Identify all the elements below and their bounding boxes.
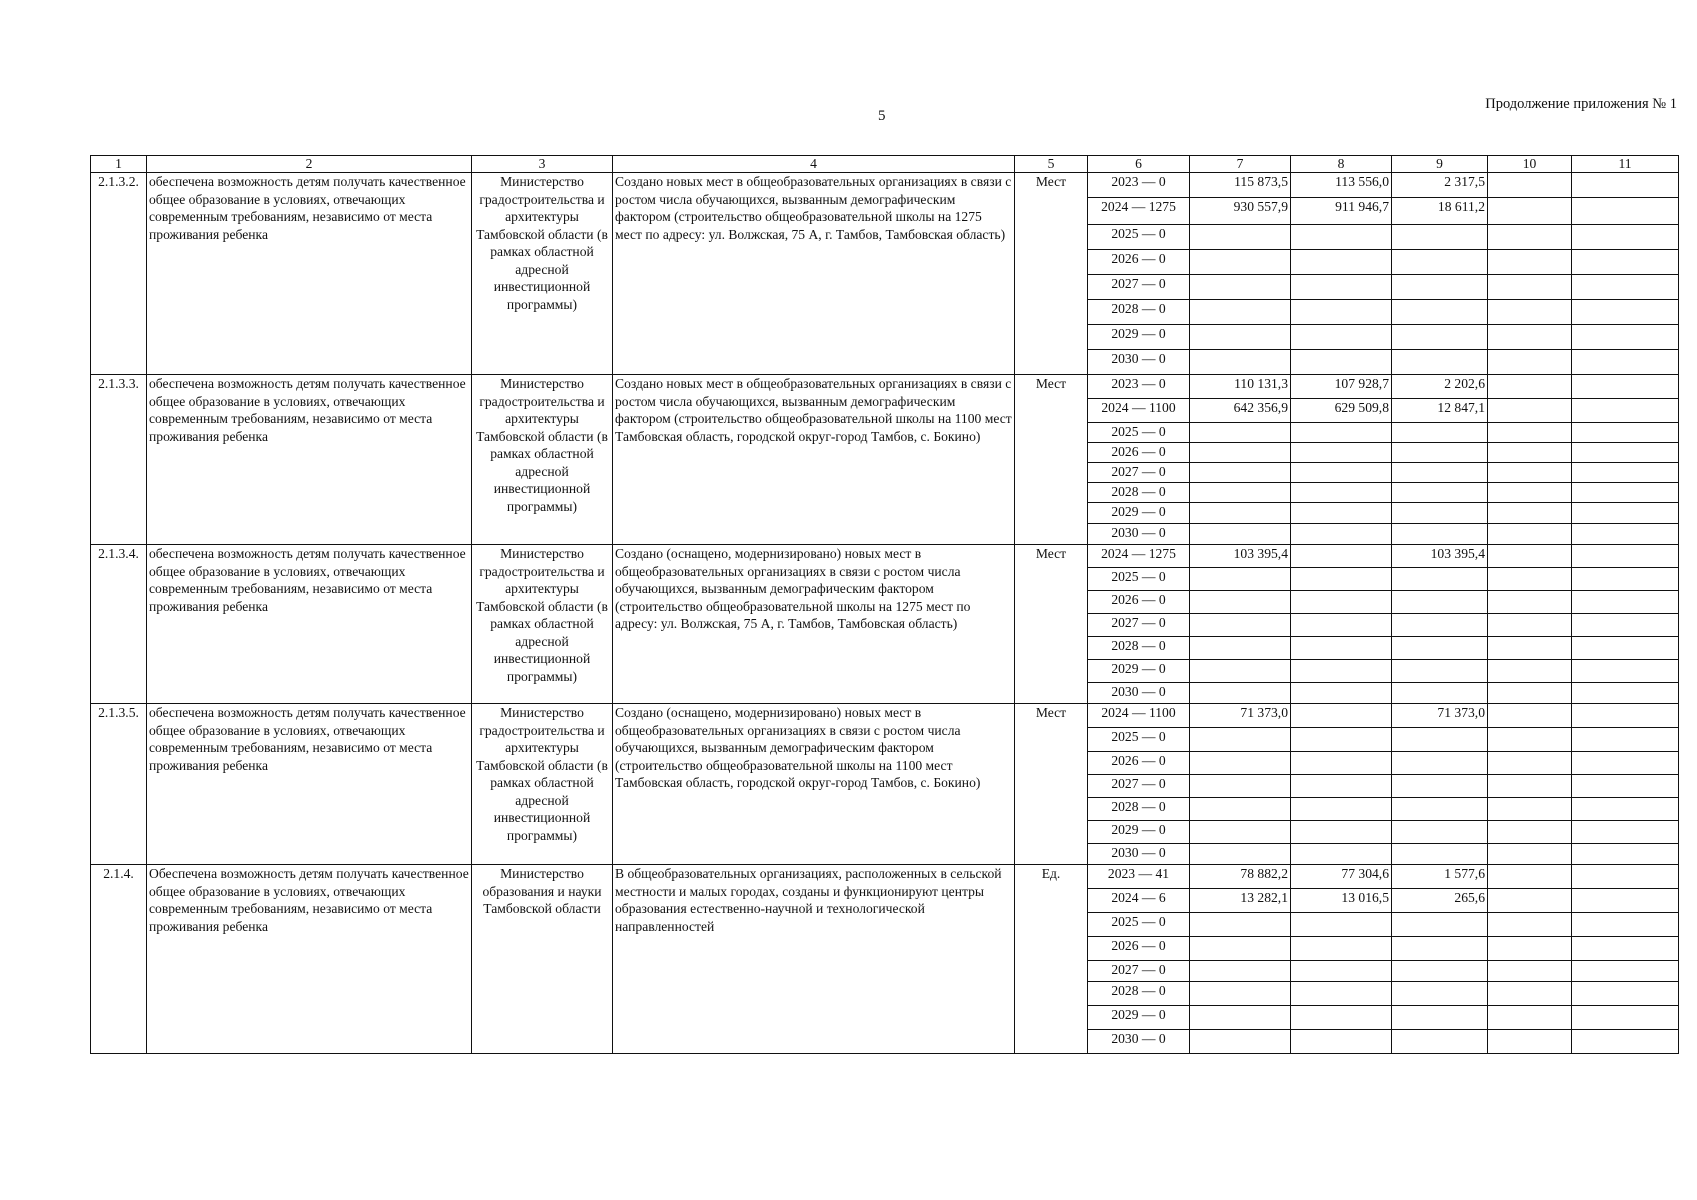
federal-funding <box>1291 423 1392 443</box>
responsible-body: Министерство образования и науки Тамбовской области <box>472 865 613 1054</box>
federal-funding <box>1291 325 1392 350</box>
year-value: 2026 — 0 <box>1088 937 1190 961</box>
regional-funding: 103 395,4 <box>1392 545 1488 568</box>
total-funding <box>1190 350 1291 375</box>
column-11-value <box>1572 798 1679 821</box>
federal-funding <box>1291 443 1392 463</box>
column-10-value <box>1488 225 1572 250</box>
total-funding: 930 557,9 <box>1190 198 1291 225</box>
column-10-value <box>1488 982 1572 1006</box>
total-funding <box>1190 568 1291 591</box>
column-11-value <box>1572 982 1679 1006</box>
regional-funding <box>1392 775 1488 798</box>
column-header: 2 <box>147 156 472 173</box>
total-funding <box>1190 463 1291 483</box>
year-value: 2026 — 0 <box>1088 443 1190 463</box>
column-11-value <box>1572 913 1679 937</box>
federal-funding <box>1291 1030 1392 1054</box>
unit-of-measure: Мест <box>1015 545 1088 704</box>
federal-funding <box>1291 844 1392 865</box>
column-10-value <box>1488 660 1572 683</box>
total-funding <box>1190 683 1291 704</box>
column-header: 3 <box>472 156 613 173</box>
regional-funding <box>1392 483 1488 503</box>
regional-funding <box>1392 844 1488 865</box>
federal-funding <box>1291 614 1392 637</box>
column-11-value <box>1572 545 1679 568</box>
column-header: 7 <box>1190 156 1291 173</box>
column-11-value <box>1572 704 1679 728</box>
federal-funding <box>1291 300 1392 325</box>
total-funding <box>1190 798 1291 821</box>
column-11-value <box>1572 660 1679 683</box>
year-value: 2023 — 0 <box>1088 375 1190 399</box>
federal-funding <box>1291 937 1392 961</box>
column-11-value <box>1572 591 1679 614</box>
unit-of-measure: Мест <box>1015 704 1088 865</box>
responsible-body: Министерство градостроительства и архитектуры Тамбовской области (в рамках областной адресной инвестиционной программы) <box>472 173 613 375</box>
regional-funding <box>1392 350 1488 375</box>
total-funding <box>1190 913 1291 937</box>
expected-result: обеспечена возможность детям получать качественное общее образование в условиях, отвечающих современным требованиям, независимо от места проживания ребенка <box>147 173 472 375</box>
column-11-value <box>1572 173 1679 198</box>
column-11-value <box>1572 275 1679 300</box>
column-10-value <box>1488 752 1572 775</box>
federal-funding <box>1291 637 1392 660</box>
year-value: 2024 — 1100 <box>1088 704 1190 728</box>
year-value: 2028 — 0 <box>1088 982 1190 1006</box>
table-row <box>91 704 1679 728</box>
regional-funding: 12 847,1 <box>1392 399 1488 423</box>
regional-funding <box>1392 250 1488 275</box>
column-header: 9 <box>1392 156 1488 173</box>
column-header: 5 <box>1015 156 1088 173</box>
indicator-text: Создано новых мест в общеобразовательных организациях в связи с ростом числа обучающихся, вызванным демографическим фактором (строительство общеобразовательной школы на 1275 мест по адресу: ул. Волжская, 75 А, г. Тамбов, Тамбовская область) <box>613 173 1015 375</box>
total-funding: 13 282,1 <box>1190 889 1291 913</box>
column-10-value <box>1488 865 1572 889</box>
total-funding <box>1190 821 1291 844</box>
column-10-value <box>1488 198 1572 225</box>
column-header: 8 <box>1291 156 1392 173</box>
year-value: 2030 — 0 <box>1088 524 1190 545</box>
regional-funding: 2 317,5 <box>1392 173 1488 198</box>
total-funding <box>1190 1030 1291 1054</box>
column-10-value <box>1488 503 1572 524</box>
year-value: 2027 — 0 <box>1088 275 1190 300</box>
year-value: 2030 — 0 <box>1088 844 1190 865</box>
column-11-value <box>1572 683 1679 704</box>
total-funding <box>1190 325 1291 350</box>
year-value: 2024 — 1275 <box>1088 198 1190 225</box>
total-funding: 115 873,5 <box>1190 173 1291 198</box>
column-10-value <box>1488 325 1572 350</box>
regional-funding <box>1392 325 1488 350</box>
column-11-value <box>1572 614 1679 637</box>
total-funding: 71 373,0 <box>1190 704 1291 728</box>
total-funding <box>1190 844 1291 865</box>
column-header: 11 <box>1572 156 1679 173</box>
column-10-value <box>1488 844 1572 865</box>
column-11-value <box>1572 775 1679 798</box>
item-code: 2.1.3.5. <box>91 704 147 865</box>
column-10-value <box>1488 399 1572 423</box>
regional-funding <box>1392 982 1488 1006</box>
column-header: 4 <box>613 156 1015 173</box>
column-10-value <box>1488 614 1572 637</box>
total-funding <box>1190 982 1291 1006</box>
year-value: 2030 — 0 <box>1088 1030 1190 1054</box>
column-11-value <box>1572 1006 1679 1030</box>
federal-funding <box>1291 913 1392 937</box>
header-row <box>91 156 1679 173</box>
regional-funding <box>1392 300 1488 325</box>
indicator-text: В общеобразовательных организациях, расположенных в сельской местности и малых городах, созданы и функционируют центры образования естественно-научной и технологической направленностей <box>613 865 1015 1054</box>
regional-funding <box>1392 821 1488 844</box>
total-funding <box>1190 300 1291 325</box>
column-10-value <box>1488 545 1572 568</box>
year-value: 2027 — 0 <box>1088 775 1190 798</box>
column-header: 10 <box>1488 156 1572 173</box>
column-10-value <box>1488 637 1572 660</box>
total-funding <box>1190 614 1291 637</box>
unit-of-measure: Мест <box>1015 375 1088 545</box>
expected-result: обеспечена возможность детям получать качественное общее образование в условиях, отвечающих современным требованиям, независимо от места проживания ребенка <box>147 704 472 865</box>
column-10-value <box>1488 350 1572 375</box>
total-funding <box>1190 660 1291 683</box>
column-10-value <box>1488 568 1572 591</box>
year-value: 2024 — 6 <box>1088 889 1190 913</box>
total-funding: 642 356,9 <box>1190 399 1291 423</box>
column-11-value <box>1572 728 1679 752</box>
regional-funding <box>1392 614 1488 637</box>
regional-funding <box>1392 1030 1488 1054</box>
regional-funding <box>1392 637 1488 660</box>
federal-funding <box>1291 683 1392 704</box>
column-11-value <box>1572 463 1679 483</box>
federal-funding <box>1291 660 1392 683</box>
total-funding <box>1190 728 1291 752</box>
year-value: 2029 — 0 <box>1088 660 1190 683</box>
column-11-value <box>1572 637 1679 660</box>
total-funding <box>1190 483 1291 503</box>
column-10-value <box>1488 423 1572 443</box>
column-11-value <box>1572 937 1679 961</box>
column-10-value <box>1488 300 1572 325</box>
unit-of-measure: Ед. <box>1015 865 1088 1054</box>
regional-funding <box>1392 683 1488 704</box>
indicator-text: Создано (оснащено, модернизировано) новых мест в общеобразовательных организациях в связи с ростом числа обучающихся, вызванным демографическим фактором (строительство общеобразовательной школы на 1100 мест Тамбовская область, городской округ-город Тамбов, с. Бокино) <box>613 704 1015 865</box>
appendix-table <box>90 155 1679 1054</box>
column-10-value <box>1488 275 1572 300</box>
year-value: 2025 — 0 <box>1088 423 1190 443</box>
column-10-value <box>1488 728 1572 752</box>
column-11-value <box>1572 325 1679 350</box>
column-10-value <box>1488 704 1572 728</box>
column-11-value <box>1572 752 1679 775</box>
federal-funding <box>1291 982 1392 1006</box>
year-value: 2026 — 0 <box>1088 591 1190 614</box>
item-code: 2.1.3.2. <box>91 173 147 375</box>
total-funding <box>1190 275 1291 300</box>
column-10-value <box>1488 250 1572 275</box>
federal-funding <box>1291 961 1392 982</box>
year-value: 2029 — 0 <box>1088 1006 1190 1030</box>
regional-funding: 71 373,0 <box>1392 704 1488 728</box>
federal-funding: 77 304,6 <box>1291 865 1392 889</box>
regional-funding: 265,6 <box>1392 889 1488 913</box>
federal-funding: 113 556,0 <box>1291 173 1392 198</box>
federal-funding <box>1291 483 1392 503</box>
column-11-value <box>1572 524 1679 545</box>
federal-funding <box>1291 463 1392 483</box>
year-value: 2029 — 0 <box>1088 821 1190 844</box>
column-11-value <box>1572 250 1679 275</box>
regional-funding <box>1392 568 1488 591</box>
column-11-value <box>1572 889 1679 913</box>
column-11-value <box>1572 503 1679 524</box>
table-row <box>91 173 1679 198</box>
total-funding <box>1190 637 1291 660</box>
table-row <box>91 545 1679 568</box>
column-11-value <box>1572 198 1679 225</box>
year-value: 2030 — 0 <box>1088 683 1190 704</box>
column-11-value <box>1572 375 1679 399</box>
column-10-value <box>1488 375 1572 399</box>
year-value: 2029 — 0 <box>1088 503 1190 524</box>
column-10-value <box>1488 1030 1572 1054</box>
column-10-value <box>1488 463 1572 483</box>
column-11-value <box>1572 350 1679 375</box>
total-funding <box>1190 423 1291 443</box>
federal-funding: 629 509,8 <box>1291 399 1392 423</box>
year-value: 2030 — 0 <box>1088 350 1190 375</box>
total-funding <box>1190 443 1291 463</box>
total-funding <box>1190 250 1291 275</box>
federal-funding <box>1291 524 1392 545</box>
column-10-value <box>1488 524 1572 545</box>
total-funding <box>1190 591 1291 614</box>
year-value: 2025 — 0 <box>1088 225 1190 250</box>
column-11-value <box>1572 399 1679 423</box>
table-row <box>91 865 1679 889</box>
item-code: 2.1.3.4. <box>91 545 147 704</box>
regional-funding <box>1392 1006 1488 1030</box>
responsible-body: Министерство градостроительства и архитектуры Тамбовской области (в рамках областной адресной инвестиционной программы) <box>472 375 613 545</box>
federal-funding <box>1291 250 1392 275</box>
column-11-value <box>1572 568 1679 591</box>
item-code: 2.1.4. <box>91 865 147 1054</box>
column-10-value <box>1488 913 1572 937</box>
column-11-value <box>1572 423 1679 443</box>
column-header: 6 <box>1088 156 1190 173</box>
year-value: 2024 — 1100 <box>1088 399 1190 423</box>
year-value: 2024 — 1275 <box>1088 545 1190 568</box>
regional-funding <box>1392 463 1488 483</box>
federal-funding <box>1291 752 1392 775</box>
federal-funding <box>1291 728 1392 752</box>
total-funding <box>1190 775 1291 798</box>
total-funding <box>1190 503 1291 524</box>
column-11-value <box>1572 483 1679 503</box>
year-value: 2025 — 0 <box>1088 913 1190 937</box>
year-value: 2028 — 0 <box>1088 300 1190 325</box>
year-value: 2026 — 0 <box>1088 250 1190 275</box>
total-funding: 110 131,3 <box>1190 375 1291 399</box>
federal-funding <box>1291 503 1392 524</box>
year-value: 2027 — 0 <box>1088 463 1190 483</box>
regional-funding <box>1392 913 1488 937</box>
indicator-text: Создано (оснащено, модернизировано) новых мест в общеобразовательных организациях в связи с ростом числа обучающихся, вызванным демографическим фактором (строительство общеобразовательной школы на 1275 мест по адресу: ул. Волжская, 75 А, г. Тамбов, Тамбовская область) <box>613 545 1015 704</box>
total-funding <box>1190 752 1291 775</box>
federal-funding <box>1291 1006 1392 1030</box>
regional-funding <box>1392 423 1488 443</box>
regional-funding <box>1392 937 1488 961</box>
column-10-value <box>1488 483 1572 503</box>
column-11-value <box>1572 300 1679 325</box>
expected-result: обеспечена возможность детям получать качественное общее образование в условиях, отвечающих современным требованиям, независимо от места проживания ребенка <box>147 545 472 704</box>
federal-funding: 13 016,5 <box>1291 889 1392 913</box>
federal-funding <box>1291 775 1392 798</box>
federal-funding <box>1291 350 1392 375</box>
year-value: 2028 — 0 <box>1088 637 1190 660</box>
regional-funding: 18 611,2 <box>1392 198 1488 225</box>
column-10-value <box>1488 683 1572 704</box>
regional-funding <box>1392 443 1488 463</box>
column-10-value <box>1488 443 1572 463</box>
column-11-value <box>1572 1030 1679 1054</box>
regional-funding <box>1392 752 1488 775</box>
federal-funding <box>1291 821 1392 844</box>
responsible-body: Министерство градостроительства и архитектуры Тамбовской области (в рамках областной адресной инвестиционной программы) <box>472 704 613 865</box>
federal-funding <box>1291 568 1392 591</box>
total-funding <box>1190 524 1291 545</box>
column-11-value <box>1572 844 1679 865</box>
column-11-value <box>1572 961 1679 982</box>
column-10-value <box>1488 591 1572 614</box>
regional-funding <box>1392 961 1488 982</box>
year-value: 2028 — 0 <box>1088 798 1190 821</box>
total-funding <box>1190 937 1291 961</box>
federal-funding <box>1291 591 1392 614</box>
column-10-value <box>1488 961 1572 982</box>
column-10-value <box>1488 821 1572 844</box>
regional-funding <box>1392 275 1488 300</box>
column-header: 1 <box>91 156 147 173</box>
continuation-note: Продолжение приложения № 1 <box>1485 96 1677 112</box>
column-10-value <box>1488 173 1572 198</box>
total-funding: 78 882,2 <box>1190 865 1291 889</box>
federal-funding <box>1291 704 1392 728</box>
federal-funding <box>1291 798 1392 821</box>
responsible-body: Министерство градостроительства и архитектуры Тамбовской области (в рамках областной адресной инвестиционной программы) <box>472 545 613 704</box>
total-funding <box>1190 961 1291 982</box>
federal-funding <box>1291 545 1392 568</box>
total-funding <box>1190 225 1291 250</box>
unit-of-measure: Мест <box>1015 173 1088 375</box>
year-value: 2029 — 0 <box>1088 325 1190 350</box>
column-10-value <box>1488 798 1572 821</box>
federal-funding: 107 928,7 <box>1291 375 1392 399</box>
column-10-value <box>1488 775 1572 798</box>
year-value: 2023 — 41 <box>1088 865 1190 889</box>
regional-funding <box>1392 225 1488 250</box>
column-11-value <box>1572 821 1679 844</box>
column-11-value <box>1572 225 1679 250</box>
year-value: 2025 — 0 <box>1088 728 1190 752</box>
column-10-value <box>1488 889 1572 913</box>
total-funding <box>1190 1006 1291 1030</box>
regional-funding <box>1392 591 1488 614</box>
year-value: 2023 — 0 <box>1088 173 1190 198</box>
page-number: 5 <box>878 108 886 124</box>
regional-funding <box>1392 660 1488 683</box>
federal-funding <box>1291 275 1392 300</box>
year-value: 2025 — 0 <box>1088 568 1190 591</box>
regional-funding <box>1392 728 1488 752</box>
federal-funding <box>1291 225 1392 250</box>
column-11-value <box>1572 865 1679 889</box>
regional-funding: 2 202,6 <box>1392 375 1488 399</box>
expected-result: обеспечена возможность детям получать качественное общее образование в условиях, отвечающих современным требованиям, независимо от места проживания ребенка <box>147 375 472 545</box>
indicator-text: Создано новых мест в общеобразовательных организациях в связи с ростом числа обучающихся, вызванным демографическим фактором (строительство общеобразовательной школы на 1100 мест Тамбовская область, городской округ-город Тамбов, с. Бокино) <box>613 375 1015 545</box>
expected-result: Обеспечена возможность детям получать качественное общее образование в условиях, отвечающих современным требованиям, независимо от места проживания ребенка <box>147 865 472 1054</box>
year-value: 2026 — 0 <box>1088 752 1190 775</box>
table-row <box>91 375 1679 399</box>
column-11-value <box>1572 443 1679 463</box>
regional-funding <box>1392 524 1488 545</box>
item-code: 2.1.3.3. <box>91 375 147 545</box>
total-funding: 103 395,4 <box>1190 545 1291 568</box>
year-value: 2027 — 0 <box>1088 614 1190 637</box>
year-value: 2027 — 0 <box>1088 961 1190 982</box>
regional-funding <box>1392 798 1488 821</box>
regional-funding <box>1392 503 1488 524</box>
column-10-value <box>1488 1006 1572 1030</box>
federal-funding: 911 946,7 <box>1291 198 1392 225</box>
regional-funding: 1 577,6 <box>1392 865 1488 889</box>
column-10-value <box>1488 937 1572 961</box>
year-value: 2028 — 0 <box>1088 483 1190 503</box>
